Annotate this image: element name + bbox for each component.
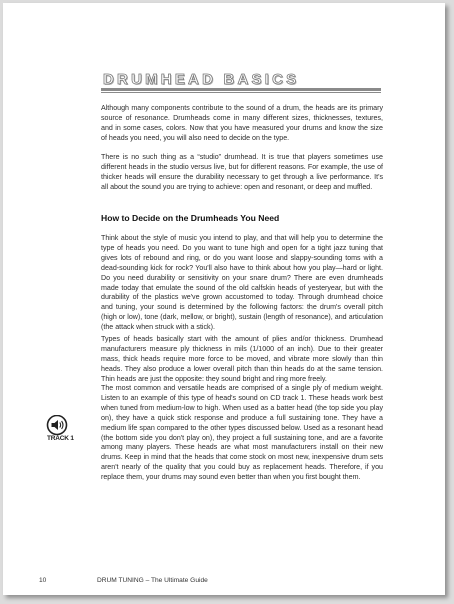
intro-paragraph: Although many components contribute to the sound of a drum, the heads are its primary source of resonance. Drumheads come in many different sizes, thicknesses, textures, and in some cases, colors. Now that you have measured your drums and know the size of heads you need, you will also need to decide on the type. [101,104,383,142]
title-rule-thin [101,92,381,93]
footer-book-title: DRUM TUNING – The Ultimate Guide [97,577,208,584]
page-number: 10 [39,577,47,584]
plies-paragraph: Types of heads basically start with the amount of plies and/or thickness. Drumhead manufacturers measure ply thickness in mils (1/1000 of an inch). Due to their greater mass, thick heads require more force to be moved, and vibrate more slowly than thin heads. They also produce a lower overall pitch than thin heads do at the same tension. Thin heads are just the opposite: they sound bright and ring more freely. [101,335,383,383]
subheading: How to Decide on the Drumheads You Need [101,213,280,223]
title-rule-thick [101,88,381,91]
cd-speaker-icon [46,415,68,437]
studio-paragraph: There is no such thing as a “studio” drumhead. It is true that players sometimes use different heads in the studio versus live, but for different reasons. For example, the use of thicker heads will ensure the durability necessary to get through a live performance. It's all about the sound you are trying to achieve: open and resonant, or deep and muffled. [101,153,383,191]
section-title: DRUMHEAD BASICS [103,71,300,88]
track-label: TRACK 1 [47,435,74,442]
book-page [3,3,445,595]
style-paragraph: Think about the style of music you intend to play, and that will help you to determine the type of heads you need. Do you want to tune high and open for a tight jazz tuning that gives lots of rebound and ring, or do you want loose and slappy-sounding toms with a dead-sounding kick for rock? You'll also have to think about how you play—hard or light. Do you need durability or sensitivity on your snare drum? There are even drumheads made today that emulate the sound of the old calfskin heads of yesteryear, but with the durability of the plastics we've grown accustomed to today. Through drumhead choice and tuning, your sound is determined by the following factors: the drum's overall pitch (high or low), tone (dark, mellow, or bright), sustain (length of resonance), and articulation (the attack when struck with a stick). [101,234,383,332]
versatile-paragraph: The most common and versatile heads are comprised of a single ply of medium weight. Listen to an example of this type of head's sound on CD track 1. These heads work best when tuned from medium-low to high. When used as a batter head (the top side you play on), they have a quick stick response and produce a full sustaining tone. They have a medium life span compared to the other types discussed below. Used as a resonant head (the bottom side you don't play on), they project a full sustaining tone, and are a favorite among many players. These heads are what most manufacturers install on their new drums. Keep in mind that the heads that come stock on most new, inexpensive drum sets aren't nearly of the quality that you could buy as replacement heads. Therefore, if you replace them, your drums may sound even better than when you first bought them. [101,384,383,482]
